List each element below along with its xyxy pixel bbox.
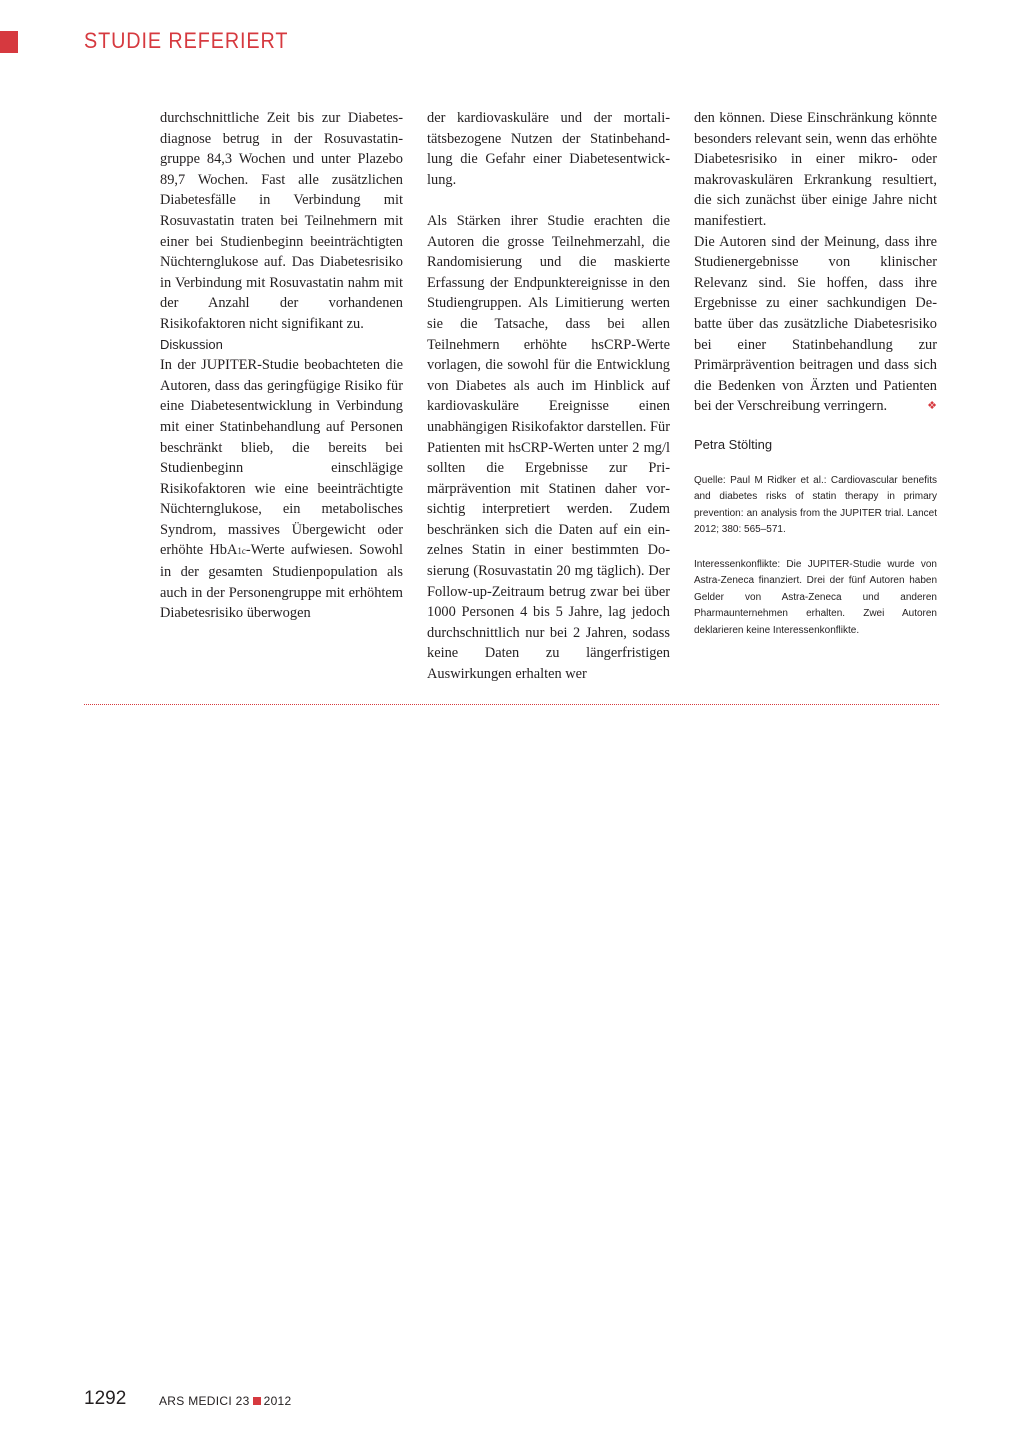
journal-year: 2012 [263,1394,292,1408]
paragraph-text: Die Autoren sind der Meinung, dass ihre Studienergebnisse von klinischer Relevanz sind. Sie hoffen, dass ihre Ergebnisse zu einer sachkundigen Debatte über das zusätzliche Diabetesrisiko bei einer Statinbehandlung zur Primärprävention beitragen und dass sich die Bedenken von Ärzten und Patienten bei der Verschreibung verringern. [694,233,937,415]
section-color-marker [0,31,18,53]
paragraph-text: -Werte aufwiesen. Sowohl in der gesamten Studienpopulation als auch in der Personengruppe mit erhöhtem Diabetesrisiko überwogen [160,542,403,622]
page-number: 1292 [84,1388,127,1409]
paragraph [694,232,937,417]
paragraph [160,355,403,624]
subheading-diskussion: Diskussion [160,336,223,352]
author-name: Petra Stölting [694,436,773,452]
paragraph-text: In der JUPITER-Studie beobachteten die Autoren, dass das geringfügige Risiko für eine Diabetesentwicklung in Verbindung mit einer Statinbehandlung auf Personen beschränkt blieb, die bereits bei Studienbeginn einschlägige Risikofaktoren wie eine beeinträchtigte Nüchternglukose, ein metabolisches Syndrom, massives Übergewicht oder erhöhte HbA [160,357,403,559]
text-column-2 [427,108,670,685]
section-title: STUDIE REFERIERT [84,28,289,53]
paragraph: durchschnittliche Zeit bis zur Diabetesdiagnose betrug in der Rosuvastatingruppe 84,3 Wochen und unter Plazebo 89,7 Wochen. Fast alle zusätzlichen Diabetesfälle in Verbindung mit Rosuvastatin traten bei Teilnehmern mit einer bei Studienbeginn beeinträchtigten Nüchternglukose auf. Das Diabetesrisiko in Verbindung mit Rosuvastatin nahm mit der Anzahl der vorhandenen Risikofaktoren nicht signifikant zu. [160,110,403,332]
end-of-article-icon: ❖ [927,400,937,413]
paragraph: der kardiovaskuläre und der mortalitätsbezogene Nutzen der Statinbehandlung die Gefahr einer Diabetesentwicklung. [427,110,670,188]
dotted-divider [84,704,939,705]
paragraph: Als Stärken ihrer Studie erachten die Autoren die grosse Teilnehmerzahl, die Randomisierung und die maskierte Erfassung der Endpunktereignisse in den Studiengruppen. Als Limitierung werten sie die Tatsache, dass bei allen Teilnehmern erhöhte hsCRP-Werte vorlagen, die sowohl für die Entwicklung von Diabetes als auch im Hinblick auf kardiovaskuläre Ereignisse einen unabhängigen Risikofaktor darstellen. Für Patienten mit hsCRP-Werten unter 2 mg/l sollten die Ergebnisse zur Primärprävention mit Statinen daher vorsichtig interpretiert werden. Zudem beschränken sich die Daten auf ein einzelnes Statin in einer bestimmten Dosierung (Rosuvastatin 20 mg täglich). Der Follow-up-Zeitraum betrug zwar bei über 1000 Personen 4 bis 5 Jahre, lag jedoch durchschnittlich nur bei 2 Jahren, sodass keine Daten zu längerfristigen Auswirkungen erhalten wer [427,212,670,683]
conflicts-note: Interessenkonflikte: Die JUPITER-Studie wurde von Astra-Zeneca finanziert. Drei der fünf Autoren haben Gelder von Astra-Zeneca und anderen Pharmaunternehmen erhalten. Zwei Autoren deklarieren keine Interessenkonflikte. [694,558,937,636]
square-separator-icon [253,1397,261,1405]
paragraph: den können. Diese Einschränkung könnte besonders relevant sein, wenn das erhöhte Diabetesrisiko in einer mikro- oder makrovaskulären Erkrankung resultiert, die sich zunächst über einige Jahre nicht manifestiert. [694,110,937,229]
text-column-1 [160,108,403,624]
journal-name: ARS MEDICI 23 [159,1394,250,1408]
subscript: 1c [237,546,246,557]
text-column-3 [694,108,937,639]
source-note: Quelle: Paul M Ridker et al.: Cardiovascular benefits and diabetes risks of statin therapy in primary prevention: an analysis from the JUPITER trial. Lancet 2012; 380: 565–571. [694,474,937,536]
journal-footer [159,1394,292,1408]
